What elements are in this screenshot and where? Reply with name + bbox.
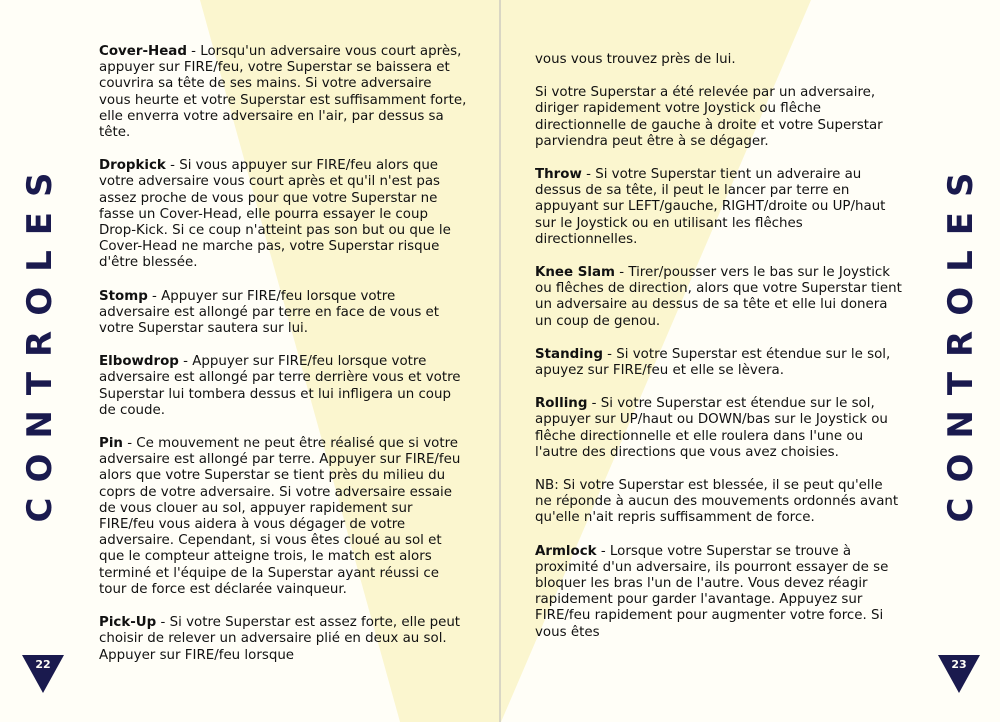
description: Si votre Superstar a été relevée par un adversaire, diriger rapidement votre Joystick ou flêche directionnelle de gauche à droite et votre Superstar parviendra peut être à se dégager. bbox=[535, 85, 883, 149]
paragraph bbox=[99, 44, 467, 141]
paragraph bbox=[535, 478, 903, 527]
paragraph bbox=[535, 396, 903, 461]
paragraph bbox=[99, 158, 467, 271]
description: - Appuyer sur FIRE/feu lorsque votre adversaire est allongé par terre en face de vous et votre Superstar sautera sur lui. bbox=[99, 288, 440, 337]
paragraph bbox=[99, 615, 467, 664]
description: - Si vous appuyer sur FIRE/feu alors que votre adversaire vous court après et qu'il n'est pas assez proche de vous pour que votre Superstar ne fasse un Cover-Head, elle pourra essayer le coup Drop-Kick. Si ce coup n'atteint pas son but ou que le Cover-Head ne marche pas, votre Superstar risque d'être blessée. bbox=[99, 158, 451, 271]
paragraph bbox=[99, 289, 467, 338]
description: - Lorsqu'un adversaire vous court après, appuyer sur FIRE/feu, votre Superstar se baissera et couvrira sa tête de ses mains. Si votre adversaire vous heurte et votre Superstar est suffisamment forte, elle enverra votre adversaire en l'air, par dessus sa tête. bbox=[99, 44, 467, 141]
paragraph bbox=[99, 436, 467, 598]
page-number-badge bbox=[22, 655, 64, 693]
paragraph bbox=[535, 52, 903, 68]
paragraph bbox=[99, 354, 467, 419]
right-column bbox=[535, 52, 903, 658]
paragraph bbox=[535, 544, 903, 641]
term: Dropkick bbox=[99, 158, 166, 174]
term: Stomp bbox=[99, 288, 148, 304]
description: - Ce mouvement ne peut être réalisé que si votre adversaire est allongé par terre. Appuyer sur FIRE/feu alors que votre Superstar se tient près du milieu du coprs de votre adversaire. Si votre adversaire essaie de vous clouer au sol, appuyer rapidement sur FIRE/feu vous aidera à vous dégager de votre adversaire. Cependant, si vous êtes cloué au sol et que le compteur atteigne trois, le match est alors terminé et l'équipe de la Superstar ayant réussi ce tour de force est déclarée vainqueur. bbox=[99, 436, 461, 597]
term: Rolling bbox=[535, 396, 588, 412]
left-page bbox=[0, 0, 499, 722]
paragraph bbox=[535, 347, 903, 379]
term: Throw bbox=[535, 167, 582, 183]
description: - Si votre Superstar est assez forte, elle peut choisir de relever un adversaire plié en deux au sol. Appuyer sur FIRE/feu lorsque bbox=[99, 615, 461, 663]
page-number-badge bbox=[938, 655, 980, 693]
term: Elbowdrop bbox=[99, 354, 179, 370]
description: NB: Si votre Superstar est blessée, il se peut qu'elle ne réponde à aucun des mouvements ordonnés avant qu'elle n'ait repris suffisamment de force. bbox=[535, 478, 899, 526]
description: - Lorsque votre Superstar se trouve à proximité d'un adversaire, ils pourront essayer de se bloquer les bras l'un de l'autre. Vous devez réagir rapidement pour garder l'avantage. Appuyez sur FIRE/feu rapidement pour augmenter votre force. Si vous êtes bbox=[535, 543, 889, 640]
side-title-left bbox=[10, 40, 70, 640]
term: Knee Slam bbox=[535, 265, 615, 281]
side-title-text: CONTROLES bbox=[20, 157, 60, 523]
paragraph bbox=[535, 167, 903, 248]
page-number: 22 bbox=[35, 658, 51, 671]
description: - Si votre Superstar est étendue sur le sol, appuyer sur UP/haut ou DOWN/bas sur le Joystick ou flêche directionnelle et elle roulera dans l'une ou l'autre des directions que vous avez choisies. bbox=[535, 396, 888, 460]
term: Pin bbox=[99, 436, 123, 452]
right-page bbox=[501, 0, 1000, 722]
description: - Si votre Superstar tient un adveraire au dessus de sa tête, il peut le lancer par terre en appuyant sur LEFT/gauche, RIGHT/droite ou UP/haut sur le Joystick ou en utilisant les flêches directionnelles. bbox=[535, 167, 886, 247]
term: Cover-Head bbox=[99, 44, 187, 59]
term: Armlock bbox=[535, 543, 597, 559]
side-title-text: CONTROLES bbox=[941, 157, 981, 523]
paragraph bbox=[535, 265, 903, 330]
paragraph bbox=[535, 85, 903, 150]
left-column bbox=[99, 44, 467, 681]
description: vous vous trouvez près de lui. bbox=[535, 52, 736, 67]
side-title-right bbox=[931, 40, 991, 640]
description: - Appuyer sur FIRE/feu lorsque votre adversaire est allongé par terre derrière vous et votre Superstar lui tombera dessus et lui infligera un coup de coude. bbox=[99, 354, 461, 418]
description: - Si votre Superstar est étendue sur le sol, apuyez sur FIRE/feu et elle se lèvera. bbox=[535, 346, 891, 379]
page-number: 23 bbox=[951, 658, 967, 671]
term: Pick-Up bbox=[99, 615, 157, 631]
term: Standing bbox=[535, 346, 603, 362]
description: - Tirer/pousser vers le bas sur le Joystick ou flêches de direction, alors que votre Superstar tient un adversaire au dessus de sa tête et elle lui donera un coup de genou. bbox=[535, 265, 902, 329]
